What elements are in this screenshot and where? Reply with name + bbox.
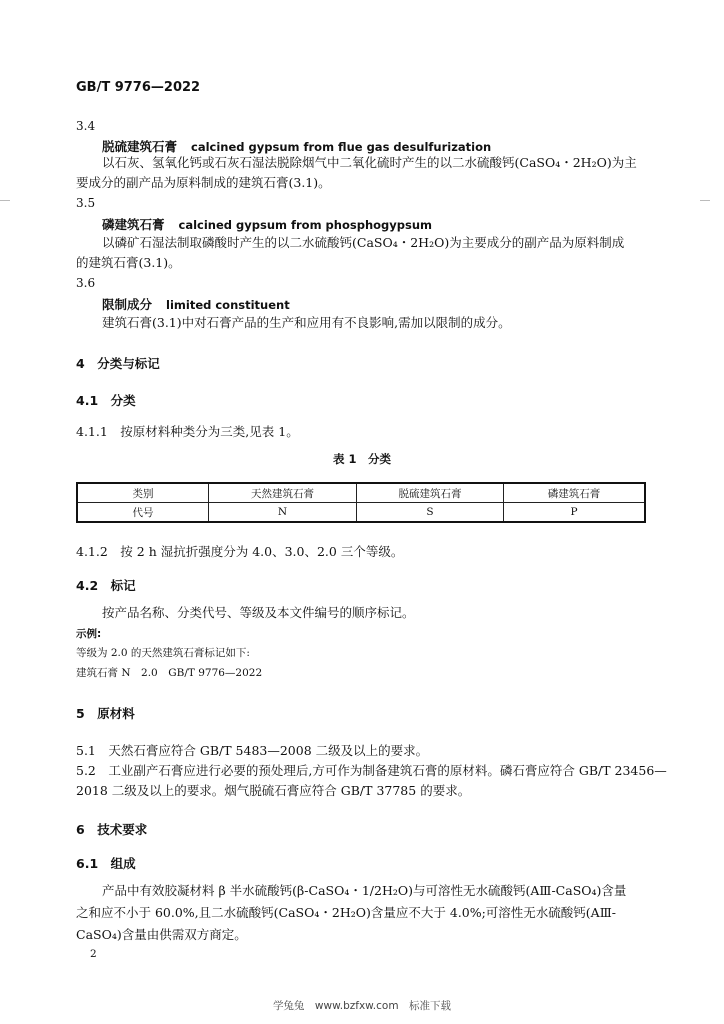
clause-number: 3.5 (76, 196, 96, 210)
definition-text: 以磷矿石湿法制取磷酸时产生的以二水硫酸钙(CaSO₄・2H₂O)为主要成分的副产品为原料制成 (102, 235, 625, 250)
term-en: limited constituent (166, 298, 290, 312)
clause-text: CaSO₄)含量由供需双方商定。 (76, 927, 247, 942)
clause-text: 按产品名称、分类代号、等级及本文件编号的顺序标记。 (102, 605, 415, 620)
section-heading: 5 原材料 (76, 706, 135, 721)
clause-text: 产品中有效胶凝材料 β 半水硫酸钙(β-CaSO₄・1/2H₂O)与可溶性无水硫酸钙(AⅢ-CaSO₄)含量 (102, 883, 627, 898)
clause-number: 3.4 (76, 119, 96, 133)
term-cn: 磷建筑石膏 (102, 217, 165, 232)
definition-text: 要成分的副产品为原料制成的建筑石膏(3.1)。 (76, 175, 331, 190)
clause-text: 4.1.1 按原材料种类分为三类,见表 1。 (76, 424, 299, 439)
subsection-heading: 6.1 组成 (76, 856, 136, 871)
table-cell: 代号 (77, 503, 209, 523)
table-header-cell: 磷建筑石膏 (504, 483, 646, 503)
table-cell: P (504, 503, 646, 523)
clause-text: 5.1 天然石膏应符合 GB/T 5483—2008 二级及以上的要求。 (76, 743, 429, 758)
term-en: calcined gypsum from phosphogypsum (178, 218, 433, 232)
clause-text: 5.2 工业副产石膏应进行必要的预处理后,方可作为制备建筑石膏的原材料。磷石膏应符合 GB/T 23456— (76, 763, 667, 778)
margin-mark (0, 200, 10, 201)
definition-text: 建筑石膏(3.1)中对石膏产品的生产和应用有不良影响,需加以限制的成分。 (102, 315, 511, 330)
term-en: calcined gypsum from flue gas desulfurization (191, 140, 492, 154)
clause-text: 2018 二级及以上的要求。烟气脱硫石膏应符合 GB/T 37785 的要求。 (76, 783, 471, 798)
example-text: 等级为 2.0 的天然建筑石膏标记如下: (76, 647, 250, 659)
table-header-cell: 脱硫建筑石膏 (357, 483, 504, 503)
standard-number: GB/T 9776—2022 (76, 80, 201, 95)
table-cell: N (209, 503, 357, 523)
section-heading: 4 分类与标记 (76, 356, 160, 371)
page-number: 2 (90, 948, 97, 960)
term-cn: 限制成分 (102, 297, 153, 312)
margin-mark (700, 200, 710, 201)
term-heading (102, 215, 432, 233)
term-heading (102, 295, 290, 313)
footer-watermark: 学兔兔 www.bzfxw.com 标准下载 (272, 1000, 452, 1012)
section-heading: 6 技术要求 (76, 822, 148, 837)
clause-text: 4.1.2 按 2 h 湿抗折强度分为 4.0、3.0、2.0 三个等级。 (76, 544, 404, 559)
definition-text: 的建筑石膏(3.1)。 (76, 255, 181, 270)
table-header-cell: 天然建筑石膏 (209, 483, 357, 503)
table-cell: S (357, 503, 504, 523)
example-label: 示例: (76, 628, 102, 640)
table-header-row (77, 483, 645, 503)
definition-text: 以石灰、氢氧化钙或石灰石湿法脱除烟气中二氧化硫时产生的以二水硫酸钙(CaSO₄・2H₂O)为主 (102, 155, 637, 170)
example-text: 建筑石膏 N 2.0 GB/T 9776—2022 (76, 667, 263, 679)
term-cn: 脱硫建筑石膏 (102, 139, 178, 154)
clause-text: 之和应不小于 60.0%,且二水硫酸钙(CaSO₄・2H₂O)含量应不大于 4.0%;可溶性无水硫酸钙(AⅢ- (76, 905, 616, 920)
table-row (77, 503, 645, 523)
table-header-cell: 类别 (77, 483, 209, 503)
classification-table (76, 482, 646, 523)
table-caption: 表 1 分类 (332, 452, 391, 466)
subsection-heading: 4.2 标记 (76, 578, 136, 593)
clause-number: 3.6 (76, 276, 96, 290)
subsection-heading: 4.1 分类 (76, 393, 136, 408)
